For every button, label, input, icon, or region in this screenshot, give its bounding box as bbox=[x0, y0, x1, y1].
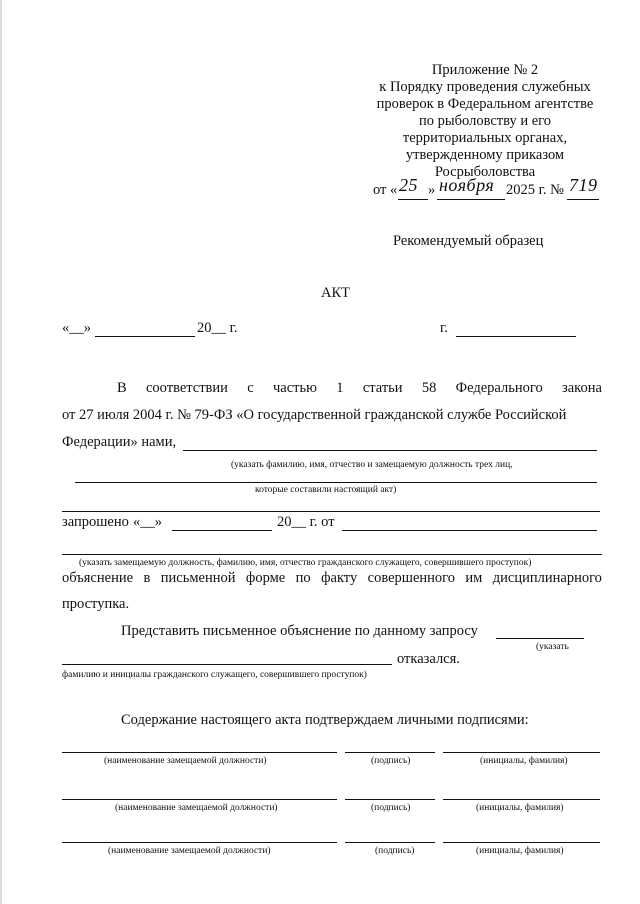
body-word: совершенного bbox=[367, 570, 455, 586]
header-line-1: к Порядку проведения служебных bbox=[379, 79, 591, 95]
sig-position-line-2 bbox=[62, 799, 337, 800]
submit-request-text: Представить письменное объяснение по данному запросу bbox=[121, 623, 478, 639]
body-word: в bbox=[143, 570, 151, 586]
act-title: АКТ bbox=[321, 285, 350, 301]
sig-name-label-3: (инициалы, фамилия) bbox=[476, 846, 564, 856]
requested-from-blank bbox=[342, 530, 597, 531]
sig-sign-line-3 bbox=[345, 842, 435, 843]
scan-edge-left bbox=[0, 0, 2, 904]
order-quote-close: » bbox=[428, 182, 436, 198]
requested-blank-2 bbox=[62, 554, 602, 555]
header-line-6: Росрыболовства bbox=[434, 164, 536, 180]
submit-blank bbox=[496, 638, 584, 639]
order-number-underline bbox=[567, 199, 599, 200]
body-word: письменной bbox=[160, 570, 236, 586]
sig-position-label-3: (наименование замещаемой должности) bbox=[108, 846, 271, 856]
hint-employee: (указать замещаемую должность, фамилию, имя, отчество гражданского служащего, совершившего проступок) bbox=[79, 558, 532, 568]
order-year: 2025 г. № bbox=[506, 182, 565, 198]
act-place-blank bbox=[456, 336, 576, 337]
names-blank bbox=[183, 450, 597, 451]
body-word: В bbox=[117, 380, 127, 396]
order-month-handwritten: ноября bbox=[439, 175, 495, 195]
body-word: 58 bbox=[421, 380, 437, 396]
names-blank-3 bbox=[62, 511, 600, 512]
explanation-line-2: проступка. bbox=[62, 596, 130, 612]
body-word: закона bbox=[562, 380, 602, 396]
names-blank-2 bbox=[75, 482, 597, 483]
confirmation-text: Содержание настоящего акта подтверждаем личными подписями: bbox=[121, 712, 529, 728]
sig-sign-label-3: (подпись) bbox=[375, 846, 415, 856]
order-quote-open: « bbox=[390, 182, 398, 198]
body-word: статьи bbox=[362, 380, 403, 396]
sig-name-line-3 bbox=[443, 842, 600, 843]
hint-initials: фамилию и инициалы гражданского служащего, совершившего проступок) bbox=[62, 670, 367, 680]
sig-name-line-1 bbox=[443, 752, 600, 753]
body-line-1 bbox=[117, 380, 602, 397]
sig-sign-line-1 bbox=[345, 752, 435, 753]
sig-name-line-2 bbox=[443, 799, 600, 800]
act-date-quotes: «__» bbox=[62, 320, 91, 336]
recommended-sample: Рекомендуемый образец bbox=[393, 233, 544, 249]
hint-specify: (указать bbox=[536, 642, 569, 652]
sig-sign-line-2 bbox=[345, 799, 435, 800]
sig-sign-label-2: (подпись) bbox=[371, 803, 411, 813]
sig-position-line-1 bbox=[62, 752, 337, 753]
refused-blank bbox=[62, 664, 392, 665]
requested-quotes: «__» bbox=[133, 514, 162, 530]
act-year: 20__ г. bbox=[197, 320, 238, 336]
order-day-handwritten: 25 bbox=[399, 175, 418, 195]
sig-position-label-2: (наименование замещаемой должности) bbox=[115, 803, 278, 813]
hint-names: (указать фамилию, имя, отчество и замещаемую должность трех лиц, bbox=[231, 460, 513, 470]
body-word: по bbox=[295, 570, 311, 586]
body-word: дисциплинарного bbox=[492, 570, 602, 586]
sig-name-label-1: (инициалы, фамилия) bbox=[480, 756, 568, 766]
body-word: с bbox=[247, 380, 254, 396]
order-month-underline bbox=[437, 199, 505, 200]
explanation-line-1 bbox=[62, 570, 602, 587]
act-month-blank bbox=[95, 336, 195, 337]
act-place-label: г. bbox=[440, 320, 448, 336]
sig-sign-label-1: (подпись) bbox=[371, 756, 411, 766]
refused-text: отказался. bbox=[397, 651, 460, 667]
header-line-4: территориальных органах, bbox=[402, 130, 568, 146]
body-word: объяснение bbox=[62, 570, 134, 586]
header-line-5: утвержденному приказом bbox=[405, 147, 565, 163]
body-word: частью bbox=[272, 380, 317, 396]
hint-names-2: которые составили настоящий акт) bbox=[255, 485, 397, 495]
requested-month-blank bbox=[172, 530, 272, 531]
sig-name-label-2: (инициалы, фамилия) bbox=[476, 803, 564, 813]
header-line-2: проверок в Федеральном агентстве bbox=[376, 96, 594, 112]
order-number-handwritten: 719 bbox=[569, 175, 598, 195]
body-word: Федерального bbox=[455, 380, 543, 396]
body-line-2: от 27 июля 2004 г. № 79-ФЗ «О государственной гражданской службе Российской bbox=[62, 407, 567, 423]
body-line-3: Федерации» нами, bbox=[62, 434, 177, 450]
body-word: 1 bbox=[336, 380, 344, 396]
sig-position-line-3 bbox=[62, 842, 337, 843]
body-word: им bbox=[465, 570, 483, 586]
body-word: соответствии bbox=[145, 380, 228, 396]
requested-year: 20__ г. от bbox=[277, 514, 335, 530]
order-day-underline bbox=[398, 199, 428, 200]
requested-label: запрошено bbox=[62, 514, 129, 530]
order-date-prefix: от bbox=[373, 182, 387, 198]
appendix-title: Приложение № 2 bbox=[431, 62, 539, 78]
body-word: форме bbox=[245, 570, 286, 586]
body-word: факту bbox=[321, 570, 358, 586]
sig-position-label-1: (наименование замещаемой должности) bbox=[104, 756, 267, 766]
header-line-3: по рыболовству и его bbox=[419, 113, 551, 129]
